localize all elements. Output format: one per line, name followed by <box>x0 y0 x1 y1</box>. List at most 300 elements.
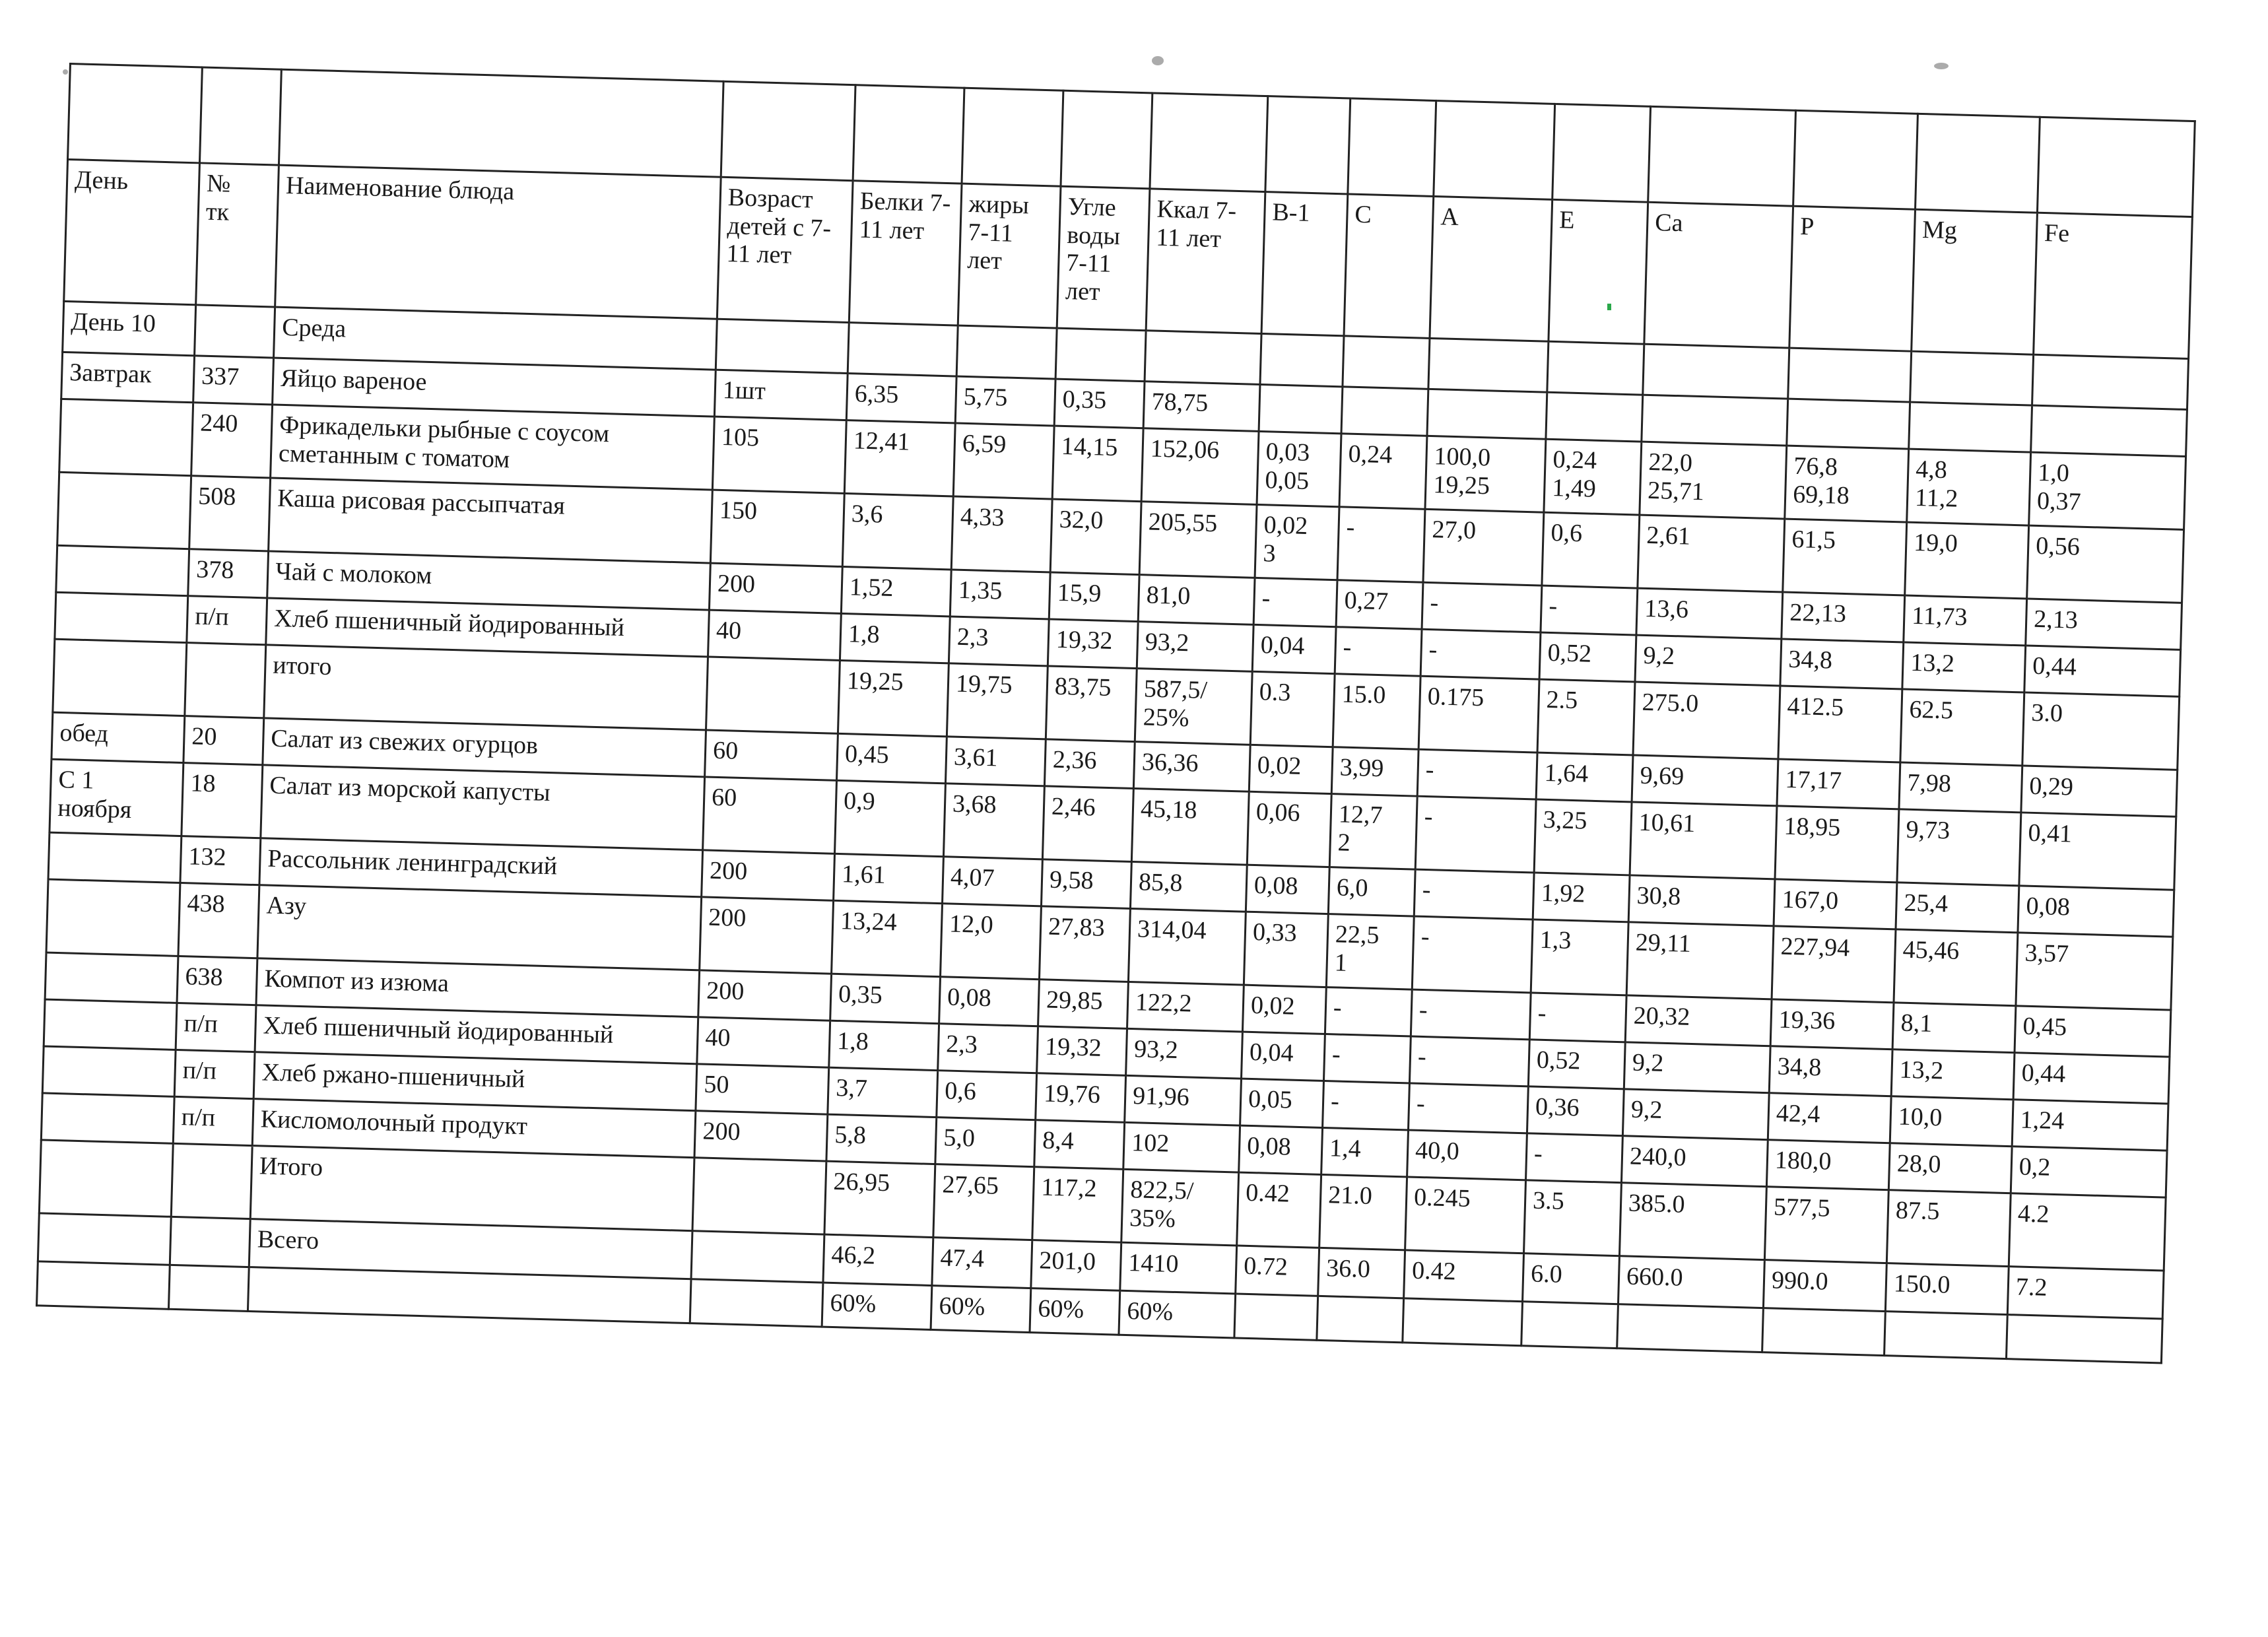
table-cell: 21.0 <box>1319 1174 1407 1250</box>
table-cell: 2,36 <box>1044 739 1135 789</box>
table-cell: № тк <box>196 163 279 307</box>
table-cell <box>2031 405 2187 456</box>
table-cell: 19,32 <box>1037 1026 1127 1076</box>
table-cell: 102 <box>1123 1122 1240 1172</box>
table-cell <box>691 1231 824 1283</box>
table-cell: 0,44 <box>2013 1053 2170 1104</box>
table-cell: 9,73 <box>1897 809 2021 886</box>
table-cell <box>1762 1308 1886 1356</box>
table-cell <box>279 69 723 177</box>
table-cell: - <box>1417 749 1537 799</box>
table-cell: 78,75 <box>1143 382 1260 432</box>
table-cell: Е <box>1549 199 1648 344</box>
table-cell <box>2037 117 2195 217</box>
table-cell: 6,59 <box>953 423 1054 499</box>
table-cell: 1,0 0,37 <box>2029 452 2186 529</box>
table-cell: 25,4 <box>1896 883 2019 933</box>
table-cell: 0,04 <box>1242 1032 1325 1081</box>
table-cell: 180,0 <box>1766 1140 1890 1190</box>
table-cell: 34,8 <box>1780 639 1904 689</box>
table-cell: 22,5 1 <box>1326 914 1414 989</box>
table-cell: 0,52 <box>1539 632 1636 682</box>
table-cell: 0,2 <box>2011 1147 2167 1197</box>
table-cell: 13,2 <box>1902 642 2026 692</box>
table-cell: 3.0 <box>2022 692 2180 770</box>
table-cell: 8,1 <box>1892 1003 2016 1053</box>
table-cell: 40 <box>697 1017 830 1067</box>
table-cell <box>1434 101 1555 200</box>
table-cell: - <box>1411 989 1531 1040</box>
table-cell: 2,13 <box>2026 599 2182 650</box>
table-cell: 6.0 <box>1523 1253 1620 1304</box>
table-cell <box>1884 1312 2008 1359</box>
table-cell: 40,0 <box>1407 1130 1527 1180</box>
table-cell <box>1348 98 1436 196</box>
table-cell: 0,24 <box>1339 434 1427 509</box>
table-cell: 205,55 <box>1139 502 1257 578</box>
table-cell <box>1259 384 1343 433</box>
table-cell: 1,8 <box>829 1020 939 1070</box>
table-cell <box>37 1261 170 1309</box>
table-cell: 3,99 <box>1331 747 1418 796</box>
table-cell: 0,35 <box>830 974 941 1023</box>
table-cell <box>1265 96 1351 194</box>
table-cell: 19,76 <box>1036 1073 1126 1123</box>
table-cell: 385.0 <box>1619 1183 1766 1260</box>
table-cell: 132 <box>180 836 261 885</box>
table-cell: 105 <box>712 417 846 493</box>
table-cell: 0,52 <box>1528 1040 1625 1089</box>
table-cell: 200 <box>702 850 835 900</box>
table-cell: 13,24 <box>832 900 943 976</box>
table-cell: 47,4 <box>932 1238 1032 1288</box>
table-cell: 26,95 <box>824 1161 935 1237</box>
table-cell: 11,73 <box>1904 595 2027 646</box>
table-cell: 28,0 <box>1888 1143 2012 1193</box>
table-cell: - <box>1526 1133 1623 1183</box>
table-cell: Ккал 7-11 лет <box>1146 189 1265 334</box>
table-cell: Fe <box>2034 213 2193 358</box>
table-cell: 0,33 <box>1244 912 1328 987</box>
table-cell: Салат из свежих огурцов <box>263 718 706 777</box>
table-cell: 0,6 <box>1542 512 1640 588</box>
table-cell: 200 <box>694 1111 828 1161</box>
table-cell <box>1617 1304 1764 1353</box>
table-cell: 6,0 <box>1328 867 1415 916</box>
table-cell: 275.0 <box>1633 682 1780 759</box>
table-cell: 0,9 <box>835 780 946 856</box>
table-cell: 0,24 1,49 <box>1544 439 1642 515</box>
table-cell <box>1403 1298 1523 1346</box>
table-cell <box>853 85 964 184</box>
table-cell <box>53 639 187 716</box>
table-cell: 29,85 <box>1038 980 1129 1029</box>
table-cell <box>690 1279 823 1327</box>
table-cell <box>692 1158 826 1234</box>
table-cell: Кисломолочный продукт <box>252 1099 696 1158</box>
table-cell <box>706 657 840 733</box>
table-cell: 87.5 <box>1886 1190 2011 1267</box>
table-cell: Р <box>1789 206 1916 351</box>
table-cell: 150 <box>710 490 844 566</box>
table-cell: - <box>1529 993 1626 1042</box>
table-cell <box>56 545 189 595</box>
table-cell: 1,35 <box>950 570 1050 619</box>
table-cell: Чай с молоком <box>267 551 711 610</box>
table-cell <box>44 999 177 1050</box>
table-cell: Возраст детей с 7-11 лет <box>717 177 853 322</box>
table-cell <box>956 325 1057 379</box>
table-cell: 0,56 <box>2027 525 2184 603</box>
table-cell: 1,24 <box>2012 1100 2168 1151</box>
table-cell: 0,45 <box>837 733 947 783</box>
table-cell <box>1150 93 1268 192</box>
table-cell: 60% <box>822 1283 932 1329</box>
table-cell: 7.2 <box>2007 1267 2164 1319</box>
table-cell: 5,75 <box>955 376 1055 426</box>
table-cell <box>185 643 266 718</box>
table-cell: 200 <box>709 563 842 613</box>
table-cell: 200 <box>698 970 832 1020</box>
table-cell: Фрикадельки рыбные с соусом сметанным с томатом <box>271 405 715 490</box>
table-cell: 30,8 <box>1628 875 1775 926</box>
table-cell <box>55 592 188 642</box>
table-cell <box>195 305 275 358</box>
table-cell: 0,44 <box>2024 646 2181 696</box>
table-cell <box>1055 328 1146 382</box>
table-cell: - <box>1253 578 1337 626</box>
table-cell: Компот из изюма <box>256 958 700 1017</box>
table-cell: А <box>1430 196 1552 341</box>
table-cell: 10,61 <box>1630 802 1777 879</box>
table-cell <box>1547 341 1644 395</box>
table-cell: Среда <box>274 307 717 370</box>
table-cell: День 10 <box>63 301 196 355</box>
table-cell <box>848 323 958 376</box>
table-cell: 3.5 <box>1524 1180 1622 1256</box>
table-cell <box>38 1213 171 1265</box>
table-cell <box>716 319 849 373</box>
table-cell: 13,6 <box>1636 588 1783 639</box>
table-cell: 9,69 <box>1632 755 1778 806</box>
table-cell: 314,04 <box>1128 908 1246 985</box>
table-cell: 13,2 <box>1891 1050 2015 1100</box>
table-cell <box>1234 1294 1318 1340</box>
table-cell: 4,07 <box>943 857 1043 906</box>
table-cell: 660.0 <box>1618 1256 1764 1308</box>
table-cell: 0,02 <box>1242 985 1326 1034</box>
table-cell <box>1793 110 1918 209</box>
table-cell: 36.0 <box>1318 1248 1405 1298</box>
table-cell: 1410 <box>1120 1242 1237 1294</box>
table-cell: обед <box>51 712 185 762</box>
table-cell: 638 <box>177 956 257 1005</box>
table-cell: Яйцо вареное <box>273 358 716 417</box>
table-cell: 81,0 <box>1138 575 1255 625</box>
table-cell <box>2006 1315 2162 1363</box>
table-cell: 201,0 <box>1031 1240 1121 1291</box>
table-cell: 19,36 <box>1770 999 1894 1050</box>
table-cell <box>1317 1296 1404 1342</box>
table-cell: 2,46 <box>1042 786 1133 862</box>
table-cell: 7,98 <box>1899 762 2022 813</box>
table-cell: Итого <box>250 1146 694 1231</box>
table-cell: 990.0 <box>1763 1260 1886 1312</box>
table-cell: 12,41 <box>844 420 955 496</box>
table-cell: 42,4 <box>1768 1093 1891 1143</box>
table-cell <box>170 1217 250 1267</box>
nutrition-table <box>36 63 2196 1364</box>
table-cell: жиры 7-11 лет <box>958 184 1061 328</box>
table-cell: 9,2 <box>1624 1042 1770 1093</box>
table-cell: 93,2 <box>1137 622 1253 672</box>
table-cell: 40 <box>708 610 842 660</box>
table-cell: 0.72 <box>1236 1246 1319 1296</box>
table-cell <box>1552 104 1651 202</box>
table-cell: - <box>1335 627 1422 676</box>
table-cell: - <box>1323 1034 1411 1083</box>
table-cell: 1,4 <box>1321 1127 1409 1176</box>
table-cell: 29,11 <box>1626 922 1774 999</box>
table-cell: 93,2 <box>1126 1028 1243 1079</box>
table-cell: 0,03 0,05 <box>1257 431 1341 506</box>
table-cell: Всего <box>249 1219 692 1279</box>
table-cell <box>46 879 180 956</box>
table-cell <box>1061 90 1152 189</box>
table-cell <box>168 1265 249 1311</box>
table-cell: 438 <box>178 883 259 958</box>
table-cell: 2,3 <box>949 617 1049 666</box>
table-cell: 5,8 <box>826 1114 937 1164</box>
table-cell <box>48 832 182 883</box>
table-cell: 27,83 <box>1039 906 1130 982</box>
table-cell <box>2032 354 2189 409</box>
table-cell: 0.3 <box>1250 671 1335 747</box>
table-cell: 46,2 <box>823 1234 933 1285</box>
table-cell: 6,35 <box>846 374 956 423</box>
table-cell: Азу <box>257 885 702 970</box>
table-cell <box>42 1046 176 1096</box>
table-cell: - <box>1325 987 1412 1036</box>
scan-speck <box>1152 56 1164 65</box>
table-cell <box>1788 348 1912 402</box>
table-cell: 822,5/ 35% <box>1121 1169 1239 1246</box>
table-cell: 0.245 <box>1405 1177 1526 1253</box>
table-cell: 27,0 <box>1423 509 1544 585</box>
table-cell: 12,0 <box>941 904 1042 980</box>
table-cell <box>1145 331 1261 385</box>
table-cell <box>721 81 855 180</box>
table-cell: 12,7 2 <box>1329 794 1417 869</box>
table-cell: - <box>1420 629 1541 679</box>
table-cell: 45,46 <box>1894 929 2018 1006</box>
table-cell: 0,08 <box>939 977 1040 1026</box>
table-cell <box>57 472 191 549</box>
table-cell: Наименование блюда <box>275 165 721 319</box>
table-cell <box>41 1093 174 1143</box>
table-cell: 0,05 <box>1240 1079 1324 1127</box>
table-cell: 20 <box>183 716 264 765</box>
table-cell: 83,75 <box>1046 666 1137 742</box>
table-cell: 4,8 11,2 <box>1907 449 2031 525</box>
table-cell <box>1909 402 2032 452</box>
table-cell: 20,32 <box>1625 995 1772 1046</box>
table-cell: Рассольник ленинградский <box>259 838 703 897</box>
table-cell: 60% <box>931 1286 1031 1333</box>
table-cell: 412.5 <box>1778 686 1902 762</box>
table-cell <box>1910 351 2034 405</box>
table-cell <box>1427 389 1547 439</box>
table-cell <box>59 399 193 475</box>
table-cell <box>39 1140 173 1217</box>
table-cell: 0,08 <box>2018 886 2174 937</box>
table-cell: 50 <box>696 1064 829 1114</box>
table-cell: 3,61 <box>945 737 1046 786</box>
table-cell: - <box>1337 507 1425 582</box>
table-cell: 378 <box>188 549 269 598</box>
table-cell: День <box>64 159 200 304</box>
table-cell: п/п <box>187 596 267 645</box>
table-cell: 337 <box>193 356 274 405</box>
table-cell: 3,57 <box>2016 933 2173 1010</box>
table-cell: 32,0 <box>1050 499 1141 575</box>
table-cell: 22,13 <box>1782 592 1905 642</box>
table-cell <box>171 1143 252 1219</box>
table-cell: 0,27 <box>1336 580 1423 629</box>
table-cell: 200 <box>700 897 834 974</box>
green-mark <box>1607 304 1611 310</box>
table-cell: 1,52 <box>841 566 951 616</box>
table-cell <box>1521 1302 1618 1349</box>
table-cell <box>962 88 1063 186</box>
table-cell: 167,0 <box>1774 879 1897 929</box>
table-cell: 0,6 <box>937 1071 1037 1120</box>
table-cell: Салат из морской капусты <box>261 765 705 850</box>
table-cell <box>1916 114 2040 213</box>
table-cell <box>1787 399 1910 449</box>
table-cell: 0,06 <box>1247 791 1331 867</box>
table-cell: 3,7 <box>828 1067 938 1117</box>
table-cell: 1,3 <box>1531 919 1628 995</box>
table-cell: 19,0 <box>1905 522 2029 599</box>
table-cell <box>1642 395 1788 446</box>
table-cell: 0,02 <box>1249 745 1333 793</box>
table-cell: 0.175 <box>1418 676 1539 752</box>
table-cell: 0,08 <box>1239 1125 1323 1174</box>
table-cell: 4.2 <box>2009 1193 2166 1271</box>
table-cell <box>1648 106 1796 206</box>
table-cell: - <box>1409 1036 1529 1086</box>
table-cell: 9,58 <box>1041 859 1131 909</box>
table-cell: 45,18 <box>1131 789 1249 865</box>
table-cell: 150.0 <box>1885 1263 2009 1315</box>
table-cell: 62.5 <box>1900 689 2024 766</box>
table-cell: п/п <box>176 1003 256 1052</box>
table-cell: Угле воды 7-11 лет <box>1057 186 1150 331</box>
table-cell: 587,5/ 25% <box>1135 669 1252 745</box>
table-cell: 27,65 <box>933 1164 1034 1240</box>
table-cell: 0,35 <box>1054 379 1145 428</box>
table-cell: 0.42 <box>1237 1172 1321 1248</box>
table-cell: п/п <box>173 1096 253 1145</box>
table-cell: 0,02 3 <box>1255 504 1339 580</box>
table-cell <box>1546 392 1643 442</box>
table-cell: 14,15 <box>1052 426 1143 502</box>
table-cell: 5,0 <box>935 1118 1036 1167</box>
table-cell: 91,96 <box>1125 1075 1242 1125</box>
table-cell: 85,8 <box>1130 861 1247 912</box>
table-cell: 60% <box>1030 1288 1120 1335</box>
table-cell: 2,61 <box>1638 515 1785 592</box>
table-cell: 8,4 <box>1034 1120 1125 1170</box>
table-cell: 1шт <box>714 370 848 420</box>
table-cell <box>1428 338 1549 392</box>
table-cell: 152,06 <box>1141 428 1259 505</box>
table-cell: 60 <box>703 777 837 853</box>
table-cell: 0,45 <box>2015 1006 2171 1057</box>
table-cell: 1,8 <box>840 613 950 663</box>
table-cell: 577,5 <box>1764 1187 1888 1263</box>
table-cell: 1,92 <box>1533 873 1630 922</box>
table-cell: 19,25 <box>838 660 949 736</box>
table-cell: 15,9 <box>1049 572 1139 622</box>
table-cell: 61,5 <box>1783 519 1907 595</box>
table-cell <box>68 64 203 163</box>
table-cell: Са <box>1644 202 1793 348</box>
table-cell: 0,04 <box>1252 624 1336 673</box>
table-cell: 117,2 <box>1032 1167 1123 1243</box>
table-cell: 4,33 <box>951 496 1052 572</box>
table-cell: 227,94 <box>1772 926 1896 1003</box>
table-cell: Каша рисовая рассыпчатая <box>269 478 713 563</box>
table-cell: 34,8 <box>1769 1046 1892 1096</box>
table-cell: 17,17 <box>1777 759 1900 809</box>
table-cell: 508 <box>189 476 271 551</box>
table-cell <box>199 67 281 165</box>
table-cell: Хлеб пшеничный йодированный <box>266 598 710 657</box>
table-cell: 60% <box>1119 1290 1236 1338</box>
table-cell <box>1343 336 1430 389</box>
table-cell: - <box>1414 869 1534 919</box>
table-cell: 1,61 <box>834 853 944 903</box>
table-cell <box>1643 344 1789 399</box>
menu-sheet <box>36 63 2196 1364</box>
table-cell: - <box>1412 916 1533 993</box>
table-cell: - <box>1323 1081 1410 1129</box>
table-cell: 0,29 <box>2021 766 2178 817</box>
table-cell: 60 <box>705 730 838 780</box>
table-cell: 0.42 <box>1404 1250 1524 1302</box>
table-cell: 36,36 <box>1133 742 1250 792</box>
table-cell: 19,75 <box>947 663 1048 739</box>
table-cell: 0,41 <box>2019 813 2176 890</box>
table-cell: С 1 ноября <box>50 759 183 836</box>
table-cell: 18 <box>182 763 263 838</box>
table-cell: Mg <box>1912 209 2038 354</box>
scan-speck <box>1934 63 1949 69</box>
table-cell: 19,32 <box>1048 619 1138 669</box>
table-cell: 3,68 <box>943 784 1044 859</box>
table-cell: 3,25 <box>1534 799 1632 875</box>
table-cell: 9,2 <box>1635 635 1782 686</box>
table-cell: 0,36 <box>1527 1086 1624 1136</box>
table-cell <box>1260 334 1344 387</box>
table-cell: - <box>1422 582 1542 632</box>
table-cell <box>1341 387 1428 436</box>
table-cell: 18,95 <box>1775 806 1899 883</box>
table-cell: Хлеб ржано-пшеничный <box>253 1052 697 1111</box>
table-cell: 10,0 <box>1890 1096 2013 1147</box>
